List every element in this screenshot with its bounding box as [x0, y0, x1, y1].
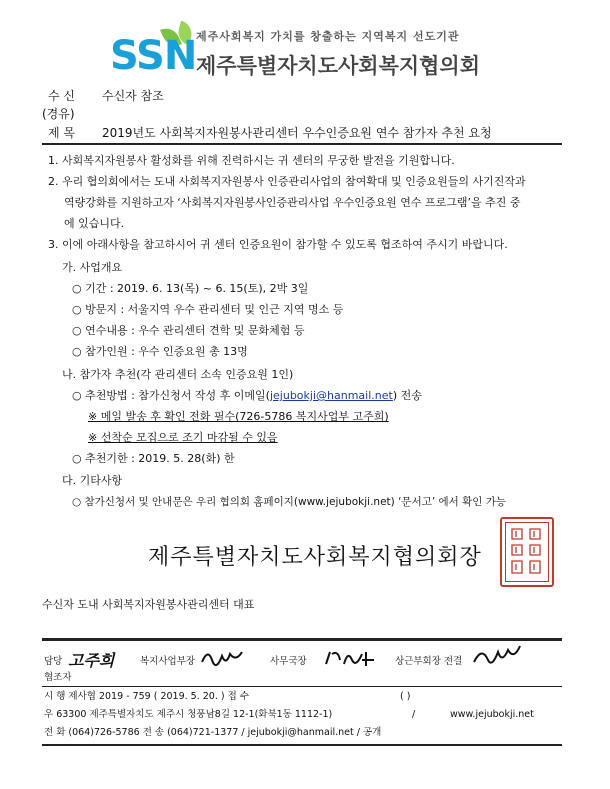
section-na-title: 나. 참가자 추천(각 관리센터 소속 인증요원 1인) — [62, 368, 294, 381]
via-label: (경유) — [42, 107, 75, 121]
da-item: ○ 참가신청서 및 안내문은 우리 협의회 홈페이지(www.jejubokji.net) ‘문서고’ 에서 확인 가능 — [72, 496, 507, 508]
vice-chair-signature-icon — [470, 644, 526, 672]
footer-bottom-divider — [42, 744, 562, 746]
na-method — [72, 389, 422, 403]
na-method-pre: ○ 추천방법 : 참가신청서 작성 후 이메일( — [72, 389, 270, 402]
website-link[interactable]: www.jejubokji.net — [450, 709, 534, 720]
recipient-label: 수 신 — [48, 89, 75, 103]
role-secretary-general: 사무국장 — [270, 656, 307, 667]
cooperator-label: 협조자 — [44, 672, 72, 683]
na-note-phone: ※ 메일 발송 후 확인 전화 필수(726-5786 복지사업부 고주희) — [88, 410, 389, 423]
enforce-line: 시 행 제사협 2019 - 759 ( 2019. 5. 20. ) 접 수 — [44, 691, 249, 702]
subject-label: 제 목 — [48, 126, 75, 140]
paragraph-2a: 2. 우리 협의회에서는 도내 사회복지자원봉사 인증관리사업의 참여확대 및 인증요원들의 사기진작과 — [48, 175, 526, 188]
official-seal — [500, 517, 554, 587]
subject-value: 2019년도 사회복지자원봉사관리센터 우수인증요원 연수 참가자 추천 요청 — [102, 126, 492, 140]
recipients-line: 수신자 도내 사회복지자원봉사관리센터 대표 — [42, 598, 255, 611]
na-note-first-come: ※ 선착순 모집으로 조기 마감될 수 있음 — [88, 431, 278, 444]
section-ga-title: 가. 사업개요 — [62, 261, 123, 274]
seal-pattern-icon — [502, 519, 552, 585]
paragraph-1: 1. 사회복지자원봉사 활성화를 위해 진력하시는 귀 센터의 무궁한 발전을 기원합니다. — [48, 154, 455, 167]
role-welfare-head: 복지사업부장 — [140, 656, 196, 667]
paragraph-2c: 에 있습니다. — [64, 217, 125, 230]
secretary-signature-icon — [322, 646, 382, 670]
na-method-post: ) 전송 — [392, 389, 422, 402]
address-line: 우 63300 제주특별자치도 제주시 청풍남8길 12-1(화북1동 1112-1) — [44, 709, 333, 720]
section-da-title: 다. 기타사항 — [62, 474, 123, 487]
ga-item-visit: ○ 방문지 : 서울지역 우수 관리센터 및 인근 지역 명소 등 — [72, 303, 344, 316]
role-vice-chair: 상근부회장 전결 — [395, 656, 463, 667]
drafter-signature: 고주희 — [68, 651, 115, 670]
ga-item-period: ○ 기간 : 2019. 6. 13(목) ~ 6. 15(토), 2박 3일 — [72, 282, 309, 295]
paragraph-2b: 역량강화를 지원하고자 ‘사회복지자원봉사인증관리사업 우수인증요원 연수 프로그램’을 추진 중 — [64, 196, 521, 209]
issuer-name: 제주특별자치도사회복지협의회장 — [148, 545, 482, 570]
address-slash: / — [412, 709, 416, 720]
contact-line: 전 화 (064)726-5786 전 송 (064)721-1377 / jejubokji@hanmail.net / 공개 — [44, 727, 382, 738]
ga-item-content: ○ 연수내용 : 우수 관리센터 견학 및 문화체험 등 — [72, 324, 305, 337]
drafter-label: 담당 — [44, 656, 63, 667]
footer-mid-divider — [42, 686, 562, 687]
ga-item-headcount: ○ 참가인원 : 우수 인증요원 총 13명 — [72, 345, 248, 358]
subject-divider — [42, 143, 562, 145]
email-link[interactable]: jejubokji@hanmail.net — [269, 389, 393, 402]
footer-top-divider — [42, 638, 562, 641]
paragraph-3: 3. 이에 아래사항을 참고하시어 귀 센터 인증요원이 참가할 수 있도록 협조하여 주시기 바랍니다. — [48, 238, 508, 251]
welfare-head-signature-icon — [198, 646, 248, 670]
recipient-value: 수신자 참조 — [102, 89, 164, 103]
ssn-logo: SSN — [110, 33, 197, 79]
slogan: 제주사회복지 가치를 창출하는 지역복지 선도기관 — [196, 30, 460, 43]
org-name: 제주특별자치도사회복지협의회 — [196, 54, 481, 78]
receive-field: ( ) — [400, 691, 411, 702]
na-deadline: ○ 추천기한 : 2019. 5. 28(화) 한 — [72, 452, 235, 465]
